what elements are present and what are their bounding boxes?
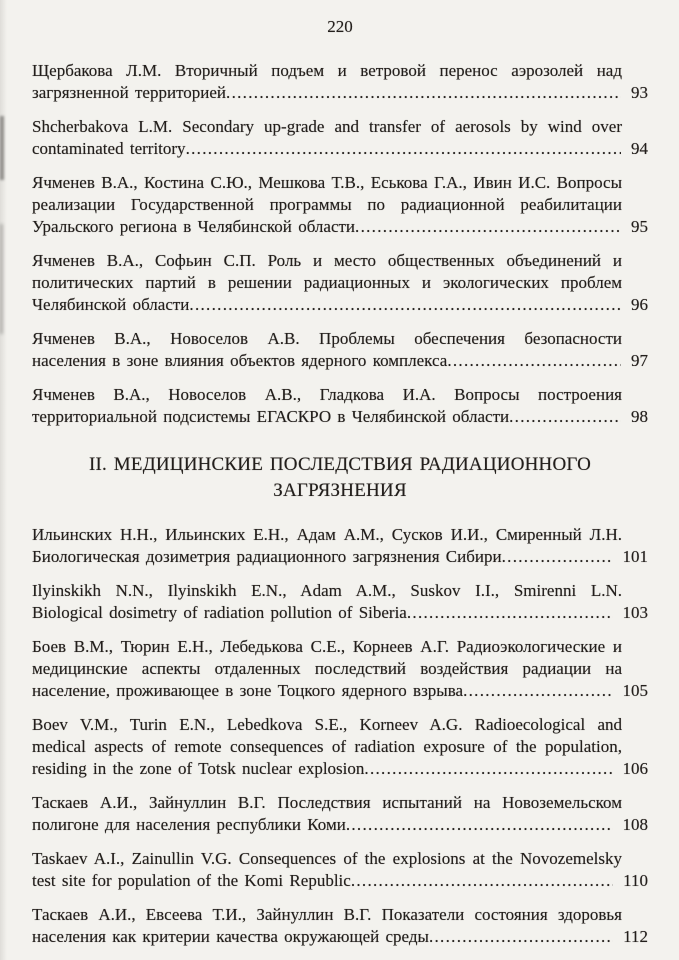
toc-entry-text: Boev V.M., Turin E.N., Lebedkova S.E., Korneev A.G. Radioecological and medical aspects of remote consequences of radiation exposure of the population, residing in the zone of Totsk nuclear explosion <box>32 715 622 778</box>
toc-entry-text: Таскаев А.И., Зайнуллин В.Г. Последствия испытаний на Новоземельском полигоне для населения республики Коми <box>32 793 622 834</box>
toc-entry-page: 101 <box>613 546 649 568</box>
toc-entry-text: Shcherbakova L.M. Secondary up-grade and transfer of aerosols by wind over contaminated territory <box>32 117 622 158</box>
toc-entry-page: 110 <box>613 870 648 892</box>
toc-entry <box>32 848 648 892</box>
toc-entry-text: Taskaev A.I., Zainullin V.G. Consequences of the explosions at the Novozemelsky test site for population of the Komi Republic <box>32 849 622 890</box>
page-number: 220 <box>327 17 353 36</box>
toc-entry-page: 93 <box>621 82 648 104</box>
toc-entry <box>32 328 648 372</box>
toc-entry-page: 105 <box>613 680 649 702</box>
toc-entry <box>32 250 648 316</box>
toc-entry-text: Ильинских Н.Н., Ильинских Е.Н., Адам А.М., Сусков И.И., Смиренный Л.Н. Биологическая дозиметрия радиационного загрязнения Сибири <box>32 525 622 566</box>
toc-entry-page: 112 <box>613 926 648 948</box>
toc-entry <box>32 714 648 780</box>
toc-entry-text: Ячменев В.А., Новоселов А.В., Гладкова И.А. Вопросы построения территориальной подсистемы ЕГАСКРО в Челябинской области <box>32 385 622 426</box>
toc-entry-text: Таскаев А.И., Евсеева Т.И., Зайнуллин В.Г. Показатели состояния здоровья населения как критерии качества окружающей среды <box>32 905 622 946</box>
toc-entry <box>32 384 648 428</box>
toc-entry-page: 96 <box>621 294 648 316</box>
toc-entry-page: 94 <box>621 138 648 160</box>
toc-entry-text: Ячменев В.А., Софьин С.П. Роль и место общественных объединений и политических партий в решении радиационных и экологических проблем Челябинской области <box>32 251 622 314</box>
toc-entry <box>32 580 648 624</box>
toc-entry-page: 106 <box>613 758 649 780</box>
toc-entry <box>32 524 648 568</box>
toc-entry <box>32 636 648 702</box>
toc-entry-page: 97 <box>621 350 648 372</box>
toc-entry <box>32 172 648 238</box>
toc-entry <box>32 904 648 948</box>
toc-entry <box>32 792 648 836</box>
toc-entry-page: 98 <box>621 406 648 428</box>
toc-entry-page: 95 <box>621 216 648 238</box>
toc-entry-text: Ячменев В.А., Костина С.Ю., Мешкова Т.В., Еськова Г.А., Ивин И.С. Вопросы реализации Государственной программы по радиационной реабилитации Уральского региона в Челябинской области <box>32 173 622 236</box>
toc-entry-text: Ilyinskikh N.N., Ilyinskikh E.N., Adam A.M., Suskov I.I., Smirenni L.N. Biological dosimetry of radiation pollution of Siberia <box>32 581 622 622</box>
toc-entry <box>32 116 648 160</box>
section-heading: II. МЕДИЦИНСКИЕ ПОСЛЕДСТВИЯ РАДИАЦИОННОГО ЗАГРЯЗНЕНИЯ <box>88 454 592 501</box>
toc-entry-page: 103 <box>613 602 649 624</box>
toc-entry-page: 108 <box>613 814 649 836</box>
toc-entry-text: Ячменев В.А., Новоселов А.В. Проблемы обеспечения безопасности населения в зоне влияния объектов ядерного комплекса <box>32 329 622 370</box>
toc-entry-text: Щербакова Л.М. Вторичный подъем и ветровой перенос аэрозолей над загрязненной территорией <box>32 61 622 102</box>
toc-entry-text: Боев В.М., Тюрин Е.Н., Лебедькова С.Е., Корнеев А.Г. Радиоэкологические и медицинские аспекты отдаленных последствий воздействия радиации на население, проживающее в зоне Тоцкого ядерного взрыва <box>32 637 622 700</box>
toc-entry <box>32 60 648 104</box>
